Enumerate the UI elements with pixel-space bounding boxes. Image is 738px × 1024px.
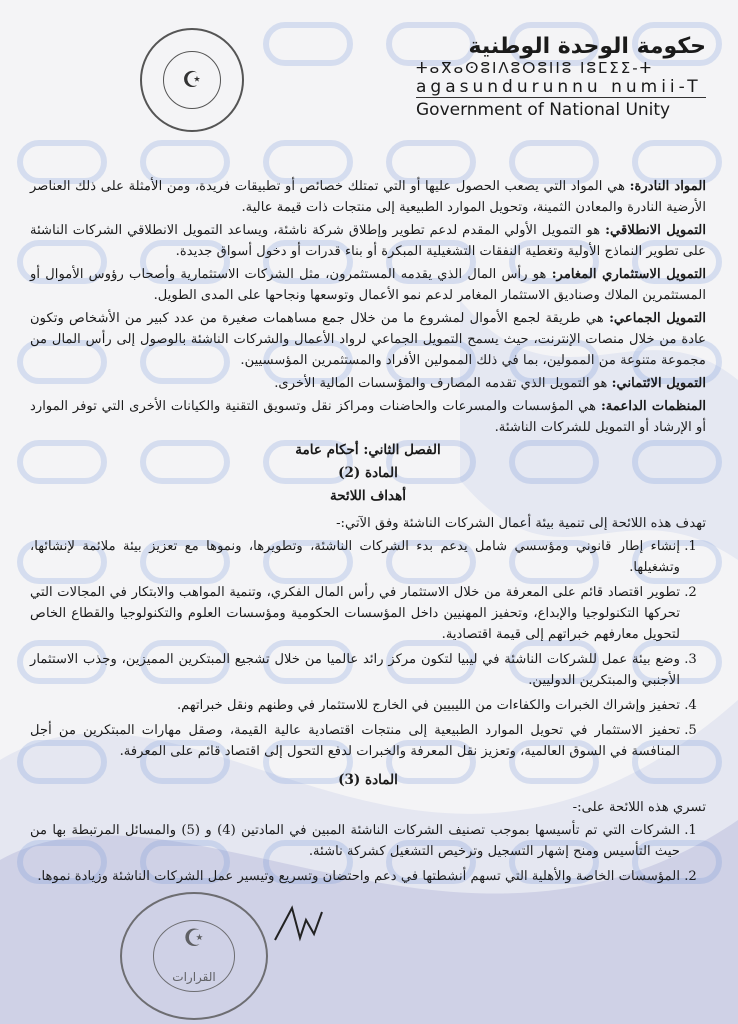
article-3-list bbox=[30, 820, 706, 887]
definition-item: المنظمات الداعمة: هي المؤسسات والمسرعات والحاضنات ومراكز نقل وتسويق التقنية والكيانات الأخرى التي توفر الموارد أو الإرشاد أو التمويل للشركات الناشئة. bbox=[30, 399, 706, 435]
article-2-subtitle: أهداف اللائحة bbox=[329, 488, 407, 504]
definition-item: التمويل الجماعي: هي طريقة لجمع الأموال لمشروع ما من خلال جمع مساهمات صغيرة من عدد كبير من الأشخاص وتكون عادة من خلال منصات الإنترنت، حيث يسمح التمويل الجماعي لرواد الأعمال والشركات الناشئة بالوصول إلى رأس المال من مجموعة متنوعة من الممولين، بما في ذلك الممولين الأفراد والمستثمرين المؤسسيين. bbox=[30, 311, 706, 368]
government-seal-icon: ☪ bbox=[140, 28, 244, 132]
article-2-list bbox=[30, 536, 706, 762]
list-item: 2. تطوير اقتصاد قائم على المعرفة من خلال الاستثمار في رأس المال الفكري، وتنمية المواهب والابتكار في المجالات التي تحركها التكنولوجيا والإبداع، وتحفيز المهنيين داخل المؤسسات الحكومية ومؤسسات العلوم والتكنولوجيا والقطاع الخاص لتحويل معارفهم خبراتهم إلى قيمة اقتصادية. bbox=[30, 582, 680, 645]
document-body bbox=[30, 176, 706, 891]
chapter-title: الفصل الثاني: أحكام عامة bbox=[295, 442, 441, 458]
official-stamp-icon: ☪ القرارات bbox=[120, 892, 268, 1020]
letterhead bbox=[0, 22, 738, 127]
list-item: 1. الشركات التي تم تأسيسها بموجب تصنيف الشركات الناشئة المبين في المادتين (4) و (5) والمسائل المرتبطة بها من حيث التأسيس ومنح إشهار التسجيل وترخيص التشغيل كشركة ناشئة. bbox=[30, 820, 680, 862]
list-item: 1. إنشاء إطار قانوني ومؤسسي شامل يدعم بدء الشركات الناشئة، وتطويرها، ونموها مع تعزيز بيئة ملائمة لإنشائها، وتشغيلها. bbox=[30, 536, 680, 578]
amazigh-latin-government-name: agasundurunnu numii-T bbox=[416, 77, 702, 97]
government-name-block bbox=[416, 34, 706, 120]
list-item: 3. وضع بيئة عمل للشركات الناشئة في ليبيا لتكون مركز رائد عالميا من خلال تشجيع المبتكرين المميزين، وجذب الاستثمار الأجنبي والمبتكرين الدوليين. bbox=[30, 649, 680, 691]
article-3-intro: تسري هذه اللائحة على:- bbox=[572, 800, 706, 815]
stamp-label: القرارات bbox=[172, 970, 216, 984]
signature-icon bbox=[270, 900, 330, 950]
definition-item: التمويل الانطلاقي: هو التمويل الأولي المقدم لدعم تطوير وإطلاق شركة ناشئة، ويساعد التمويل الانطلاقي الشركات الناشئة على تطوير النماذج الأولية وتغطية النفقات التشغيلية المبكرة أو بناء قدرات أو دخول أسواق جديدة. bbox=[30, 223, 706, 259]
definition-item: المواد النادرة: هي المواد التي يصعب الحصول عليها أو التي تمتلك خصائص أو تطبيقات فريدة، ومن الأمثلة على ذلك العناصر الأرضية النادرة والمعادن الثمينة، وتحويل الموارد الطبيعية إلى منتجات ذات قيمة عالية. bbox=[30, 179, 707, 215]
tifinagh-government-name: ⵜⴰⴳⴰⵙⵓⵏⴷⵓⵔⵓⵏⵏⵓ ⵏⵓⵎⵉⵉ-ⵜ bbox=[416, 59, 654, 77]
article-2-title: المادة (2) bbox=[338, 465, 398, 481]
list-item: 4. تحفيز وإشراك الخبرات والكفاءات من الليبيين في الخارج للاستثمار في وطنهم ونقل خبراتهم. bbox=[30, 695, 680, 716]
definition-item: التمويل الائتماني: هو التمويل الذي تقدمه المصارف والمؤسسات المالية الأخرى. bbox=[274, 376, 706, 391]
definition-item: التمويل الاستثماري المغامر: هو رأس المال الذي يقدمه المستثمرون، مثل الشركات الاستثمارية وأصحاب رؤوس الأموال أو المستثمرين الملاك وصناديق الاستثمار المغامر لدعم نمو الأعمال وتوسعها ونجاحها على المدى الطويل. bbox=[30, 267, 706, 303]
english-government-name: Government of National Unity bbox=[416, 97, 706, 120]
article-2-intro: تهدف هذه اللائحة إلى تنمية بيئة أعمال الشركات الناشئة وفق الآتي:- bbox=[336, 516, 706, 531]
list-item: 5. تحفيز الاستثمار في تحويل الموارد الطبيعية إلى منتجات اقتصادية عالية القيمة، وصقل مهارات المبتكرين من أجل المنافسة في السوق العالمية، وتعزيز نقل المعرفة والخبرات لدفع التحول إلى اقتصاد قائم على المعرفة. bbox=[30, 720, 680, 762]
list-item: 2. المؤسسات الخاصة والأهلية التي تسهم أنشطتها في دعم واحتضان وتسريع وتيسير عمل الشركات الناشئة وزيادة نموها. bbox=[30, 866, 680, 887]
arabic-government-name: حكومة الوحدة الوطنية bbox=[468, 34, 706, 59]
article-3-title: المادة (3) bbox=[338, 772, 398, 788]
